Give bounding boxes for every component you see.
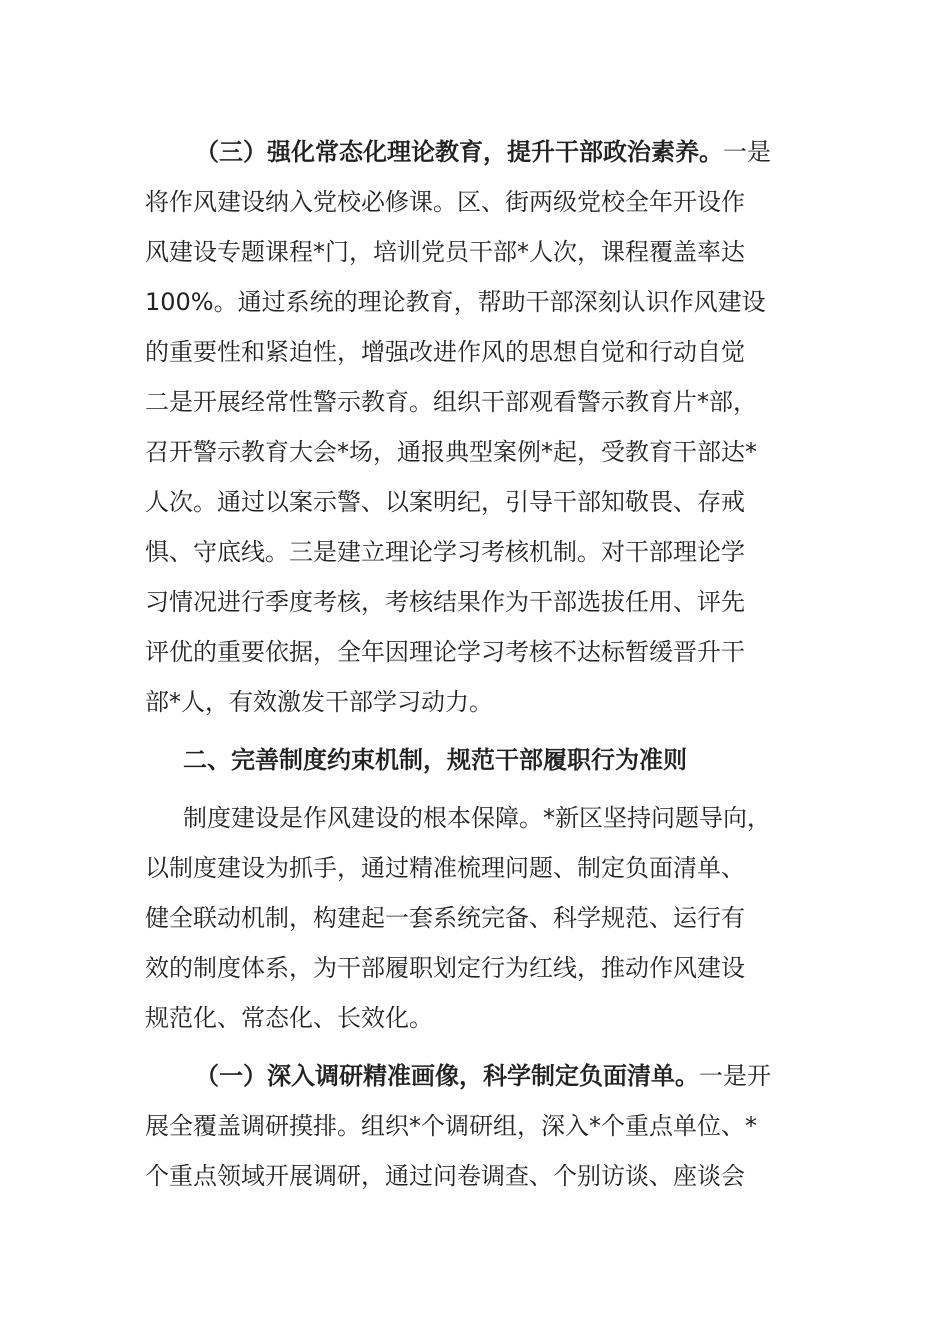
section-heading: （一）深入调研精准画像，科学制定负面清单。: [195, 1062, 699, 1090]
paragraph-text: 一是开: [699, 1062, 771, 1090]
paragraph-line: 制度建设是作风建设的根本保障。*新区坚持问题导向，: [183, 804, 771, 832]
paragraph-line: 二是开展经常性警示教育。组织干部观看警示教育片*部，: [145, 388, 757, 416]
paragraph-line: 部*人，有效激发干部学习动力。: [145, 688, 493, 716]
paragraph-line: [145, 1051, 815, 1101]
paragraph-line: [145, 127, 815, 177]
paragraph-line: 效的制度体系，为干部履职划定行为红线，推动作风建设: [145, 954, 745, 982]
paragraph-line: 个重点领域开展调研，通过问卷调查、个别访谈、座谈会: [145, 1162, 745, 1190]
paragraph-line: 以制度建设为抓手，通过精准梳理问题、制定负面清单、: [145, 854, 745, 882]
paragraph-line: 惧、守底线。三是建立理论学习考核机制。对干部理论学: [145, 538, 745, 566]
paragraph-line: 将作风建设纳入党校必修课。区、街两级党校全年开设作: [145, 188, 745, 216]
paragraph-line: 规范化、常态化、长效化。: [145, 1004, 433, 1032]
paragraph-text: 一是: [723, 138, 771, 166]
paragraph-line: 召开警示教育大会*场，通报典型案例*起，受教育干部达*: [145, 438, 757, 466]
paragraph-line: 评优的重要依据，全年因理论学习考核不达标暂缓晋升干: [145, 638, 745, 666]
chapter-title: 二、完善制度约束机制，规范干部履职行为准则: [183, 746, 687, 774]
paragraph-line: 展全覆盖调研摸排。组织*个调研组，深入*个重点单位、*: [145, 1112, 757, 1140]
section-heading: （三）强化常态化理论教育，提升干部政治素养。: [195, 138, 723, 166]
paragraph-line: 的重要性和紧迫性，增强改进作风的思想自觉和行动自觉: [145, 338, 745, 366]
paragraph-line: 健全联动机制，构建起一套系统完备、科学规范、运行有: [145, 904, 745, 932]
paragraph-line: 习情况进行季度考核，考核结果作为干部选拔任用、评先: [145, 588, 745, 616]
paragraph-line: 100%。通过系统的理论教育，帮助干部深刻认识作风建设: [145, 288, 766, 316]
document-page: [145, 127, 815, 1201]
paragraph-line: 人次。通过以案示警、以案明纪，引导干部知敬畏、存戒: [145, 488, 745, 516]
paragraph-line: 风建设专题课程*门，培训党员干部*人次，课程覆盖率达: [145, 238, 745, 266]
